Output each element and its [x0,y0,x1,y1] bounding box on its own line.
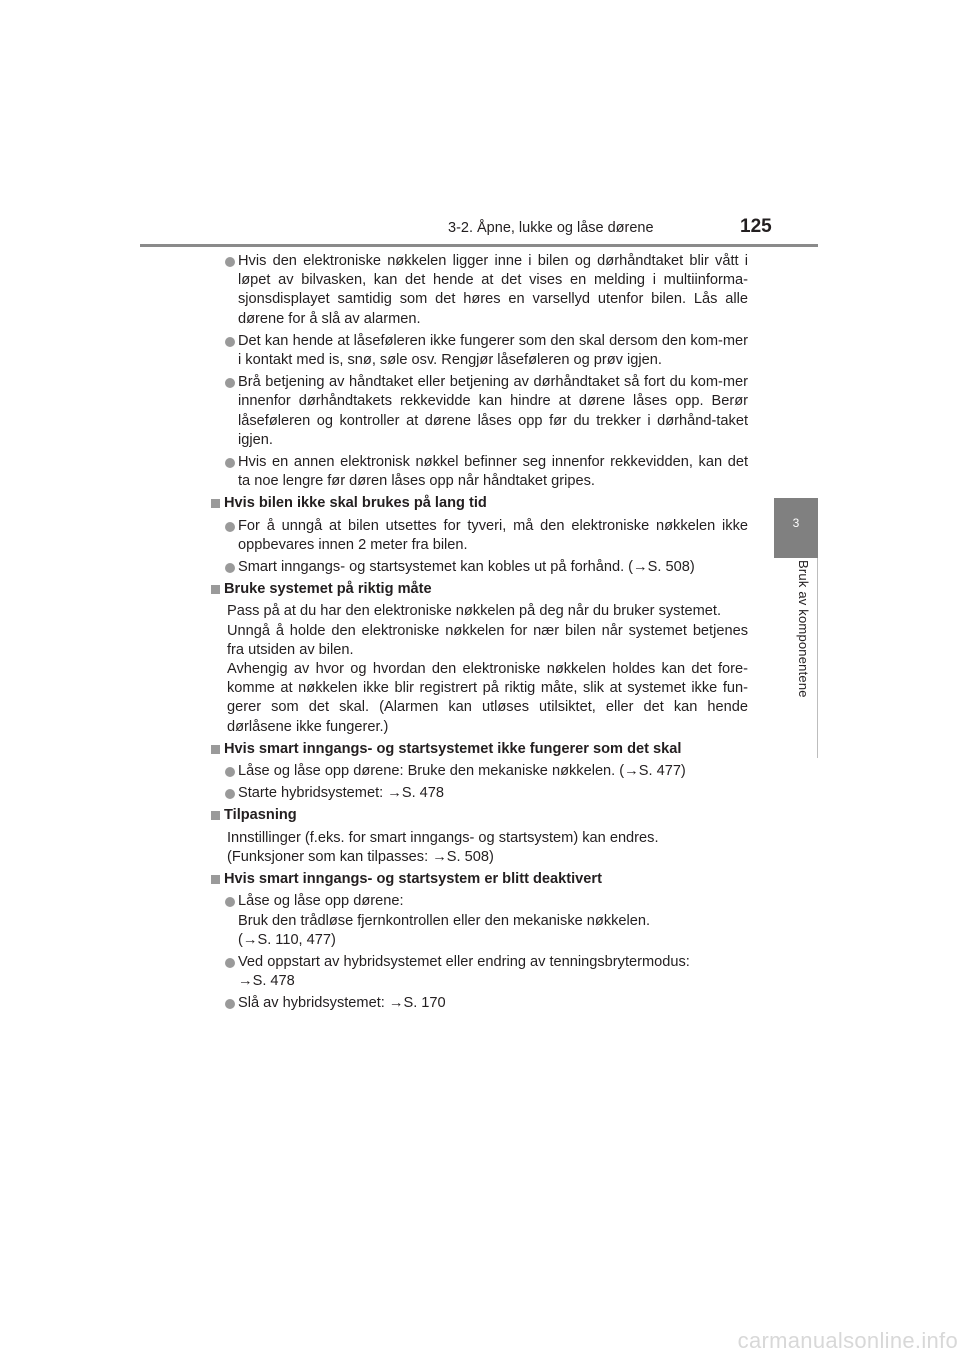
chapter-tab [774,498,818,558]
header-rule [140,244,818,247]
chapter-number: 3 [792,516,800,530]
section-long-storage [211,494,748,577]
bullet-text: For å unngå at bilen utsettes for tyveri, må den elektroniske nøkkelen ikke oppbevares innen 2 meter fra bilen. [238,517,748,553]
paragraph [211,660,748,737]
section-heading-text: Hvis bilen ikke skal brukes på lang tid [224,495,487,512]
bullet-dot-icon [225,458,235,468]
bullet-line: Bruk den trådløse fjernkontrollen eller den mekaniske nøkkelen. [238,912,651,929]
bullet-line: (→S. 110, 477) [238,931,336,948]
paragraph [211,622,748,660]
bullet-dot-icon [225,563,235,573]
paragraph [211,848,748,867]
paragraph-text: Innstillinger (f.eks. for smart inngangs- og startsystem) kan endres. [227,829,659,846]
section-heading [211,870,748,889]
section-heading [211,740,748,759]
bullet-text: Låse og låse opp dørene: Bruke den mekaniske nøkkelen. (→S. 477) [238,763,686,780]
paragraph-text: (Funksjoner som kan tilpasses: →S. 508) [227,848,494,865]
bullet-dot-icon [225,378,235,388]
bullet-item [211,252,748,329]
bullet-item [211,994,748,1013]
section-customization [211,806,748,867]
bullet-line: Slå av hybridsystemet: →S. 170 [238,995,446,1012]
section-square-icon [211,811,220,820]
bullet-dot-icon [225,767,235,777]
bullet-item [211,332,748,370]
section-square-icon [211,745,220,754]
section-malfunction [211,740,748,804]
page-number: 125 [740,216,772,237]
paragraph-text: Unngå å holde den elektroniske nøkkelen for nær bilen når systemet betjenes fra utsiden av bilen. [227,622,748,658]
section-square-icon [211,875,220,884]
bullet-dot-icon [225,337,235,347]
bullet-item [211,453,748,491]
bullet-dot-icon [225,897,235,907]
bullet-dot-icon [225,999,235,1009]
section-heading-text: Tilpasning [224,807,297,824]
bullet-item [211,892,748,950]
section-square-icon [211,585,220,594]
bullet-dot-icon [225,958,235,968]
section-square-icon [211,499,220,508]
running-header-title: 3-2. Åpne, lukke og låse dørene [448,220,654,236]
chapter-title: Bruk av komponentene [796,560,811,698]
section-correct-use [211,580,748,737]
paragraph-text: Avhengig av hvor og hvordan den elektroniske nøkkelen holdes kan det fore-komme at nøkkelen ikke blir registrert på riktig måte, slik at systemet ikke fun-gerer som det skal. (Alarmen kan utløses utilsiktet, eller det kan hende dørlåsene ikke fungerer.) [227,661,748,735]
bullet-line: →S. 478 [238,973,295,990]
chapter-side-rule [817,558,818,758]
page-body [211,252,748,1017]
bullet-dot-icon [225,789,235,799]
bullet-text: Starte hybridsystemet: →S. 478 [238,785,445,802]
section-heading [211,806,748,825]
paragraph [211,829,748,848]
bullet-dot-icon [225,257,235,267]
bullet-line: Låse og låse opp dørene: [238,893,404,910]
bullet-item [211,558,748,577]
section-heading [211,580,748,599]
bullet-item [211,762,748,781]
section-heading-text: Hvis smart inngangs- og startsystemet ikke fungerer som det skal [224,740,682,757]
watermark: carmanualsonline.info [737,1328,958,1353]
section-deactivated [211,870,748,1013]
paragraph-text: Pass på at du har den elektroniske nøkkelen på deg når du bruker systemet. [227,603,722,620]
bullet-text: Hvis en annen elektronisk nøkkel befinner seg innenfor rekkevidden, kan det ta noe lengre før døren låses opp når håndtaket gripes. [238,454,748,490]
bullet-text: Hvis den elektroniske nøkkelen ligger inne i bilen og dørhåndtaket blir vått i løpet av bilvasken, kan det hende at det vises en melding i multiinforma-sjonsdisplayet samtidig som det høres en varsellyd utenfor bilen. Lås alle dørene for å slå av alarmen. [238,253,748,327]
section-heading [211,494,748,513]
bullet-text: Brå betjening av håndtaket eller betjening av dørhåndtaket så fort du kom-mer innenfor dørhåndtakets rekkevidde kan hindre at dørene låses opp. Berør låseføleren og kontroller at dørene låses opp før du trekker i dørhånd-taket igjen. [238,374,748,448]
section-heading-text: Bruke systemet på riktig måte [224,581,432,598]
bullet-item [211,517,748,555]
bullet-item [211,784,748,803]
bullet-line: Ved oppstart av hybridsystemet eller endring av tenningsbrytermodus: [238,953,690,970]
bullet-item [211,373,748,450]
bullet-dot-icon [225,522,235,532]
paragraph [211,602,748,621]
bullet-text: Det kan hende at låseføleren ikke fungerer som den skal dersom den kom-mer i kontakt med is, snø, søle osv. Rengjør låseføleren og prøv igjen. [238,332,748,369]
bullet-item [211,953,748,991]
bullet-text: Smart inngangs- og startsystemet kan kobles ut på forhånd. (→S. 508) [238,559,695,576]
section-heading-text: Hvis smart inngangs- og startsystem er blitt deaktivert [224,871,602,888]
